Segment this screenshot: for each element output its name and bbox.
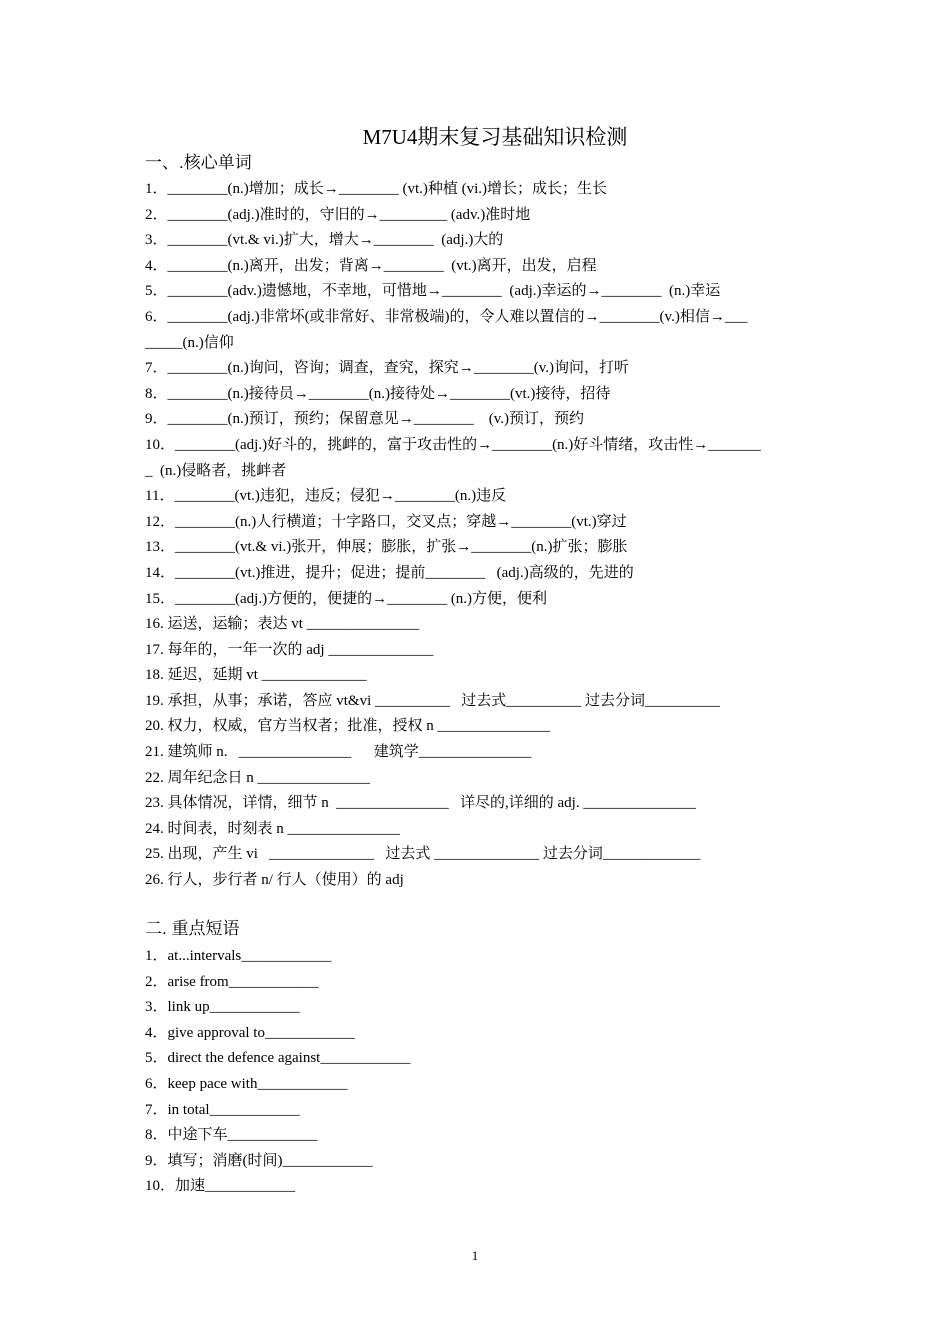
word-line: 12．________(n.)人行横道；十字路口，交叉点；穿越→________(vt.)穿过 bbox=[145, 513, 627, 530]
word-line: 7．________(n.)询问，咨询；调查，查究，探究→________(v.)询问，打听 bbox=[145, 360, 630, 377]
document-title: M7U4期末复习基础知识检测 bbox=[362, 125, 628, 149]
word-line: 22. 周年纪念日 n _______________ bbox=[145, 769, 371, 786]
phrase-line: 9．填写；消磨(时间)____________ bbox=[145, 1152, 373, 1169]
phrase-line: 5．direct the defence against____________ bbox=[145, 1050, 411, 1067]
phrase-line: 8．中途下车____________ bbox=[145, 1127, 318, 1144]
word-line: 26. 行人，步行者 n/ 行人（使用）的 adj bbox=[145, 872, 404, 889]
word-line: 25. 出现，产生 vi ______________ 过去式 ______________ 过去分词_____________ bbox=[145, 846, 701, 863]
phrase-line: 3．link up____________ bbox=[145, 999, 300, 1016]
core-words-list bbox=[145, 177, 810, 894]
word-line: 20. 权力，权威，官方当权者；批准，授权 n _______________ bbox=[145, 718, 551, 735]
phrase-line: 7．in total____________ bbox=[145, 1101, 300, 1118]
phrase-line: 1．at...intervals____________ bbox=[145, 948, 332, 964]
word-line: 23. 具体情况，详情，细节 n _______________ 详尽的,详细的 adj. _______________ bbox=[145, 795, 696, 812]
word-line: 14．________(vt.)推进，提升；促进；提前________ (adj.)高级的，先进的 bbox=[145, 564, 634, 581]
word-line: 1．________(n.)增加；成长→________ (vt.)种植 (vi.)增长；成长；生长 bbox=[145, 181, 608, 197]
word-line: 15．________(adj.)方便的，便捷的→________ (n.)方便，便利 bbox=[145, 590, 548, 607]
word-line: 17. 每年的，一年一次的 adj ______________ bbox=[145, 641, 434, 658]
word-line: 9．________(n.)预订，预约；保留意见→________ (v.)预订，预约 bbox=[145, 411, 585, 428]
phrase-line: 6．keep pace with____________ bbox=[145, 1075, 348, 1092]
page-number: 1 bbox=[471, 1248, 479, 1263]
section-heading-key-phrases: 二. 重点短语 bbox=[145, 919, 240, 938]
key-phrases-list bbox=[145, 944, 810, 1200]
word-line: 4．________(n.)离开，出发；背离→________ (vt.)离开，出发，启程 bbox=[145, 257, 597, 274]
word-line: 19. 承担，从事；承诺，答应 vt&vi __________ 过去式__________ 过去分词__________ bbox=[145, 692, 721, 709]
word-line: 2．________(adj.)准时的，守旧的→_________ (adv.)准时地 bbox=[145, 206, 531, 223]
word-line: 5．________(adv.)遗憾地，不幸地，可惜地→________ (adj.)幸运的→________ (n.)幸运 bbox=[145, 283, 721, 300]
word-line: 21. 建筑师 n. _______________ 建筑学_______________ bbox=[145, 744, 532, 761]
word-line: 10．________(adj.)好斗的，挑衅的，富于攻击性的→________(n.)好斗情绪，攻击性→_______ bbox=[145, 436, 761, 453]
word-line: 24. 时间表，时刻表 n _______________ bbox=[145, 820, 401, 837]
word-line: 13．________(vt.& vi.)张开，伸展；膨胀，扩张→________(n.)扩张；膨胀 bbox=[145, 539, 628, 556]
word-line: 6．________(adj.)非常坏(或非常好、非常极端)的，令人难以置信的→________(v.)相信→___ bbox=[145, 308, 748, 325]
word-line: 18. 延迟，延期 vt ______________ bbox=[145, 667, 367, 684]
word-line: _____(n.)信仰 bbox=[145, 334, 234, 351]
phrase-line: 4．give approval to____________ bbox=[145, 1024, 355, 1041]
word-line: 16. 运送，运输；表达 vt _______________ bbox=[145, 616, 420, 633]
phrase-line: 10．加速____________ bbox=[145, 1178, 296, 1195]
word-line: 3．________(vt.& vi.)扩大，增大→________ (adj.)大的 bbox=[145, 232, 504, 249]
word-line: 11．________(vt.)违犯，违反；侵犯→________(n.)违反 bbox=[145, 488, 507, 505]
section-heading-core-words: 一、.核心单词 bbox=[145, 153, 252, 172]
word-line: _ (n.)侵略者，挑衅者 bbox=[145, 462, 287, 479]
word-line: 8．________(n.)接待员→________(n.)接待处→________(vt.)接待，招待 bbox=[145, 385, 611, 402]
phrase-line: 2．arise from____________ bbox=[145, 973, 319, 990]
